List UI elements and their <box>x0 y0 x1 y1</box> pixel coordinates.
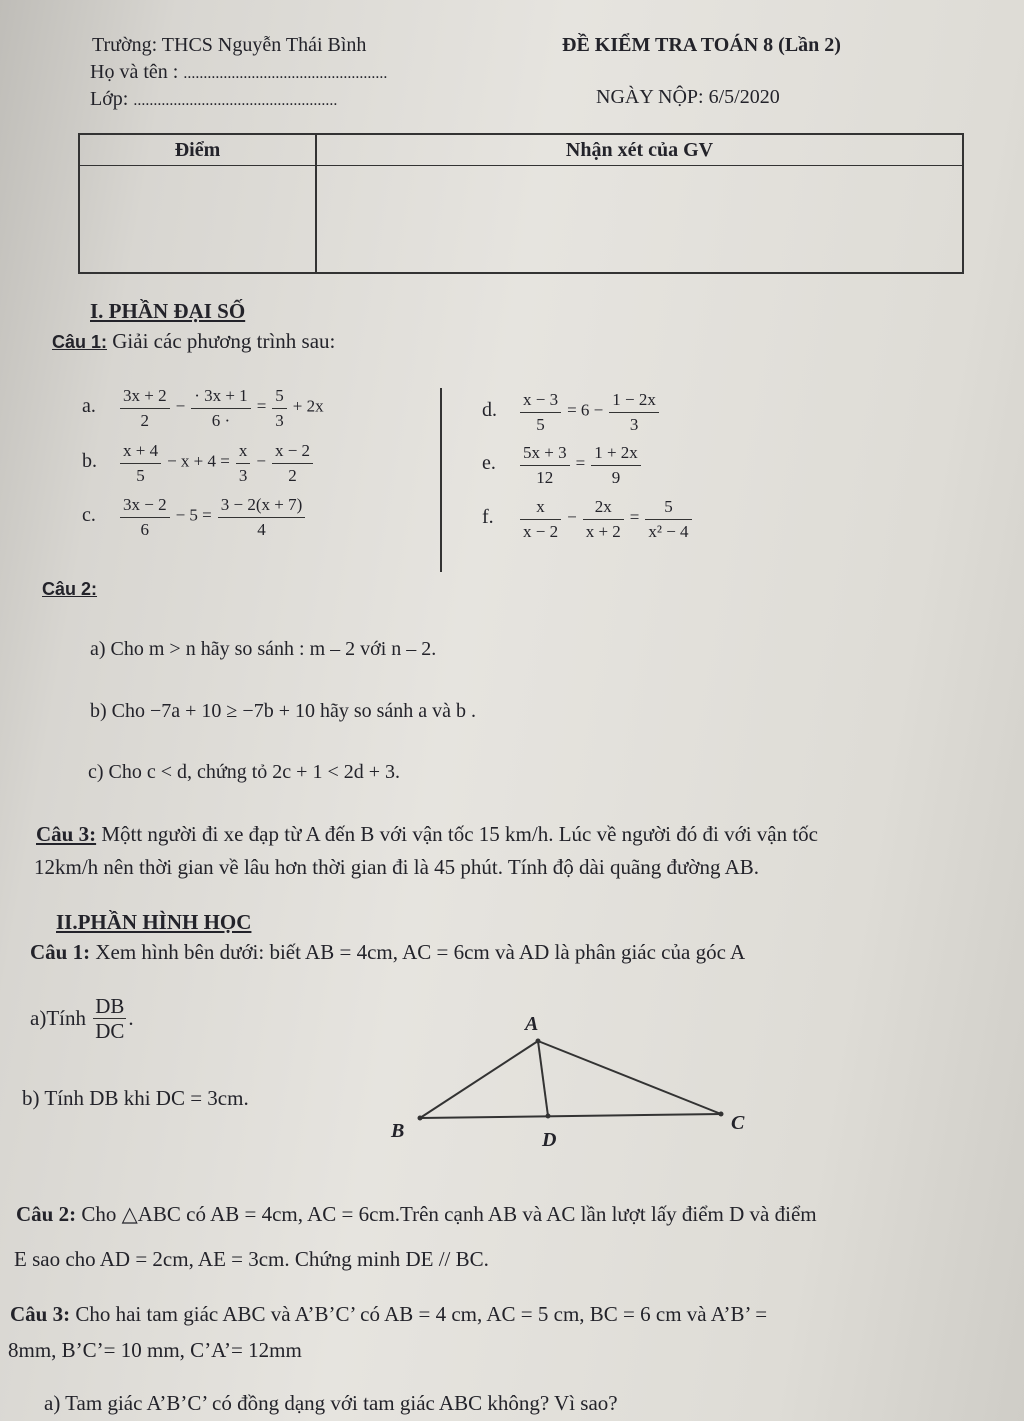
triangle-figure <box>385 1005 775 1155</box>
class-label: Lớp: <box>90 88 129 110</box>
operator: = <box>575 453 586 473</box>
denominator: 5 <box>536 414 545 434</box>
operator: = <box>629 507 640 527</box>
grade-table <box>78 133 964 274</box>
operator: − x + 4 = <box>167 451 230 471</box>
denominator: 9 <box>611 467 621 487</box>
equation-label: f. <box>482 505 494 528</box>
name-label: Họ và tên : <box>90 61 179 83</box>
numerator: x − 3 <box>520 390 561 413</box>
denominator: x² − 4 <box>648 521 689 541</box>
denominator: x − 2 <box>523 521 559 541</box>
equation-label: a. <box>82 394 96 417</box>
operator: − <box>567 507 577 527</box>
point-c <box>719 1112 724 1117</box>
q1-text: Xem hình bên dưới: biết AB = 4cm, AC = 6cm và AD là phân giác của góc A <box>95 940 746 964</box>
side-bc <box>420 1114 721 1118</box>
submit-date: NGÀY NỘP: 6/5/2020 <box>596 86 780 108</box>
numerator: x + 4 <box>120 441 161 464</box>
denominator: x + 2 <box>585 521 621 541</box>
operator: = <box>256 396 267 416</box>
denominator: 12 <box>536 467 554 487</box>
q3-text: Cho hai tam giác ABC và A’B’C’ có AB = 4 cm, AC = 5 cm, BC = 6 cm và A’B’ = <box>75 1302 768 1326</box>
class-dots: ................................................... <box>133 92 338 109</box>
part2-heading: II.PHẦN HÌNH HỌC <box>56 910 252 934</box>
denominator: 3 <box>238 465 248 485</box>
equation-c <box>82 495 307 539</box>
label-d: D <box>542 1129 557 1151</box>
point-a <box>536 1039 541 1044</box>
part1-q3-line1 <box>36 822 818 847</box>
q1-label: Câu 1: <box>30 940 91 964</box>
equation-b <box>82 441 315 485</box>
part2-q2-line1 <box>16 1202 817 1227</box>
side-ac <box>538 1041 721 1114</box>
part1-q2-label: Câu 2: <box>42 579 98 599</box>
denominator: 4 <box>257 519 266 539</box>
name-field <box>90 61 387 84</box>
part1-q2-c: c) Cho c < d, chứng tỏ 2c + 1 < 2d + 3. <box>88 761 401 783</box>
numerator: 5 <box>645 497 691 520</box>
school-name: Trường: THCS Nguyễn Thái Bình <box>92 34 367 56</box>
exam-title: ĐỀ KIỂM TRA TOÁN 8 (Lần 2) <box>562 34 841 56</box>
comment-header: Nhận xét của GV <box>565 139 714 161</box>
operator: − <box>175 396 186 416</box>
part1-q3-line2: 12km/h nên thời gian về lâu hơn thời gian đi là 45 phút. Tính độ dài quãng đường AB. <box>34 855 760 879</box>
label-c: C <box>731 1112 745 1134</box>
numerator: 2x <box>583 497 624 520</box>
part2-q1-a <box>30 994 134 1043</box>
part2-q3-a: a) Tam giác A’B’C’ có đồng dạng với tam giác ABC không? Vì sao? <box>44 1391 618 1415</box>
numerator: 1 − 2x <box>609 390 659 413</box>
equation-f <box>482 497 694 541</box>
point-d <box>546 1114 551 1119</box>
part2-q3-line1 <box>10 1302 767 1327</box>
q1-label: Câu 1: <box>52 332 108 352</box>
operator: − 5 = <box>175 505 212 525</box>
operator: + 2x <box>292 396 324 416</box>
name-dots: ................................................... <box>183 65 388 82</box>
denominator: 2 <box>140 410 150 430</box>
numerator: x <box>236 441 251 464</box>
numerator: DB <box>95 994 125 1018</box>
equation-label: e. <box>482 451 496 474</box>
denominator: 6 · <box>211 410 231 430</box>
denominator: DC <box>95 1019 125 1044</box>
numerator: x − 2 <box>272 441 313 464</box>
numerator: 3x + 2 <box>120 386 170 409</box>
numerator: x <box>520 497 561 520</box>
q1-a-prefix: a)Tính <box>30 1006 86 1031</box>
q3-text: Mộtt người đi xe đạp từ A đến B với vận tốc 15 km/h. Lúc về người đó đi với vận tốc <box>101 822 818 846</box>
denominator: 3 <box>629 414 639 434</box>
numerator: 5 <box>272 386 287 409</box>
q3-label: Câu 3: <box>36 822 97 846</box>
equation-column-divider <box>440 388 442 572</box>
point-b <box>418 1116 423 1121</box>
denominator: 3 <box>275 410 284 430</box>
numerator: 1 + 2x <box>591 443 641 466</box>
part1-q2-b: b) Cho −7a + 10 ≥ −7b + 10 hãy so sánh a và b . <box>90 700 477 722</box>
denominator: 2 <box>288 465 297 485</box>
q3-label: Câu 3: <box>10 1302 71 1326</box>
numerator: 3x − 2 <box>120 495 170 518</box>
label-a: A <box>525 1013 539 1035</box>
part2-q2-line2: E sao cho AD = 2cm, AE = 3cm. Chứng minh DE // BC. <box>14 1247 489 1271</box>
equation-a <box>82 386 324 430</box>
q1-a-suffix: . <box>128 1006 134 1031</box>
class-field <box>90 88 337 111</box>
q2-text: Cho △ABC có AB = 4cm, AC = 6cm.Trên cạnh AB và AC lần lượt lấy điểm D và điểm <box>81 1202 817 1226</box>
equation-e <box>482 443 643 487</box>
part2-q1 <box>30 940 745 965</box>
score-header: Điểm <box>174 139 221 161</box>
operator: − <box>256 451 266 471</box>
q2-label: Câu 2: <box>16 1202 77 1226</box>
numerator: · 3x + 1 <box>191 386 251 409</box>
part2-q1-b: b) Tính DB khi DC = 3cm. <box>22 1086 249 1110</box>
denominator: 6 <box>140 519 150 539</box>
part1-heading: I. PHẦN ĐẠI SỐ <box>90 299 246 323</box>
numerator: 5x + 3 <box>520 443 570 466</box>
side-ab <box>420 1041 538 1118</box>
label-b: B <box>391 1120 405 1142</box>
operator: = 6 − <box>567 400 604 420</box>
q1-prompt: Giải các phương trình sau: <box>112 329 336 353</box>
equation-label: d. <box>482 398 497 421</box>
bisector-ad <box>538 1041 548 1116</box>
part2-q3-line2: 8mm, B’C’= 10 mm, C’A’= 12mm <box>8 1338 302 1362</box>
equation-label: c. <box>82 503 96 526</box>
part1-q1 <box>52 329 335 354</box>
part1-q2-a: a) Cho m > n hãy so sánh : m – 2 với n – 2. <box>90 638 437 660</box>
equation-label: b. <box>82 449 97 472</box>
equation-d <box>482 390 661 434</box>
numerator: 3 − 2(x + 7) <box>218 495 306 518</box>
denominator: 5 <box>136 465 145 485</box>
